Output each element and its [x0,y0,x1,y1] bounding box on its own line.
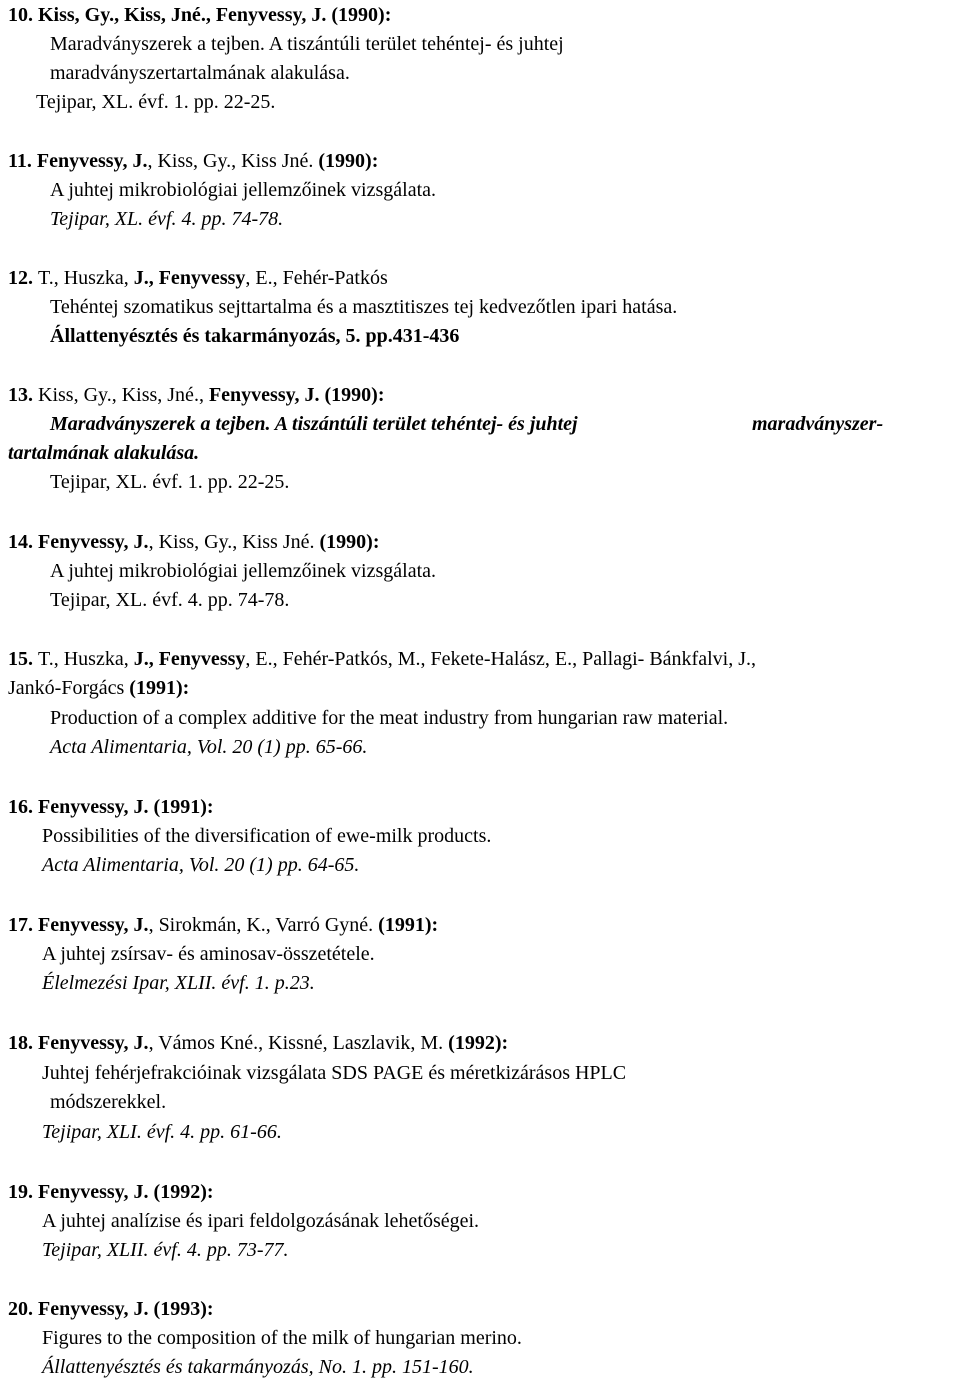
ref-number: 13. [8,384,38,406]
ref-year: Fenyvessy, J. (1990): [215,4,392,26]
ref-title-cont: módszerekkel. [50,1091,167,1113]
ref-number-author: 14. Fenyvessy, J. [8,531,149,553]
ref-source: Tejipar, XLI. évf. 4. pp. 61-66. [42,1121,282,1143]
ref-source: Tejipar, XL. évf. 4. pp. 74-78. [50,589,290,611]
ref-title: Tehéntej szomatikus sejttartalma és a masztitiszes tej kedvezőtlen ipari hatása. [50,296,678,318]
ref-source: Állattenyésztés és takarmányozás, No. 1. pp. 151-160. [42,1356,474,1378]
ref-author-year: Fenyvessy, J. (1990): [208,384,385,406]
ref-coauthors: , Kiss, Gy., Kiss Jné. [148,531,320,553]
ref-title: Figures to the composition of the milk of hungarian merino. [42,1327,522,1349]
ref-coauthors: , Vámos Kné., Kissné, Laszlavik, M. [148,1032,449,1054]
ref-year: (1992): [448,1032,509,1054]
ref-coauthors: Kiss, Gy., Kiss, Jné., [38,384,209,406]
ref-coauthors: , Sirokmán, K., Varró Gyné. [148,914,379,936]
ref-title: Possibilities of the diversification of ewe-milk products. [42,825,492,847]
ref-header: 19. Fenyvessy, J. (1992): [8,1181,214,1203]
ref-year: (1991): [378,914,439,936]
ref-source: Tejipar, XL. évf. 1. pp. 22-25. [36,91,276,113]
ref-header [8,1031,508,1055]
ref-year: (1990): [318,150,379,172]
ref-number-author: 18. Fenyvessy, J. [8,1032,149,1054]
ref-author-b: J., Fenyvessy [133,267,246,289]
ref-title: A juhtej mikrobiológiai jellemzőinek vizsgálata. [50,560,437,582]
ref-number-authors: 10. Kiss, Gy., Kiss, Jné., [8,4,216,26]
ref-author-a: T., Huszka, [38,648,134,670]
ref-header [8,530,379,554]
ref-header: 20. Fenyvessy, J. (1993): [8,1298,214,1320]
ref-author-a: T., Huszka, [38,267,134,289]
ref-year: (1991): [129,677,190,699]
ref-source: Acta Alimentaria, Vol. 20 (1) pp. 65-66. [50,736,368,758]
ref-title-hyphen: maradványszer- [752,413,884,435]
ref-header [8,3,391,27]
ref-title: Production of a complex additive for the meat industry from hungarian raw material. [50,707,729,729]
ref-source: Állattenyésztés és takarmányozás, 5. pp.431-436 [50,325,460,347]
ref-title: Maradványszerek a tejben. A tiszántúli terület tehéntej- és juhtej [50,33,564,55]
ref-header: 16. Fenyvessy, J. (1991): [8,796,214,818]
ref-title: A juhtej mikrobiológiai jellemzőinek vizsgálata. [50,179,437,201]
ref-header [8,913,438,937]
ref-year: (1990): [319,531,380,553]
ref-source: Tejipar, XLII. évf. 4. pp. 73-77. [42,1239,289,1261]
ref-title: Juhtej fehérjefrakcióinak vizsgálata SDS PAGE és méretkizárásos HPLC [42,1062,627,1084]
ref-number-author: 11. Fenyvessy, J. [8,150,148,172]
ref-title: A juhtej analízise és ipari feldolgozásának lehetőségei. [42,1210,480,1232]
ref-author-b: J., Fenyvessy [133,648,246,670]
ref-header [8,383,384,407]
ref-title: Maradványszerek a tejben. A tiszántúli terület tehéntej- és juhtej [50,413,578,435]
ref-source: Tejipar, XL. évf. 4. pp. 74-78. [50,208,284,230]
ref-title-cont: maradványszertartalmának alakulása. [50,62,350,84]
ref-header [8,266,388,290]
ref-source: Tejipar, XL. évf. 1. pp. 22-25. [50,471,290,493]
ref-number: 15. [8,648,38,670]
ref-number-author: 17. Fenyvessy, J. [8,914,149,936]
ref-coauthors: , Kiss, Gy., Kiss Jné. [147,150,319,172]
ref-source: Élelmezési Ipar, XLII. évf. 1. p.23. [42,972,315,994]
ref-author-c: , E., Fehér-Patkós [245,267,388,289]
ref-author-last: Jankó-Forgács [8,677,130,699]
ref-header-cont [8,676,189,700]
ref-header [8,149,378,173]
ref-number: 12. [8,267,38,289]
ref-source: Acta Alimentaria, Vol. 20 (1) pp. 64-65. [42,854,360,876]
ref-title: A juhtej zsírsav- és aminosav-összetétele. [42,943,375,965]
ref-header [8,647,756,671]
ref-coauthors: , E., Fehér-Patkós, M., Fekete-Halász, E., Pallagi- Bánkfalvi, J., [245,648,756,670]
ref-title-cont: tartalmának alakulása. [8,442,200,464]
